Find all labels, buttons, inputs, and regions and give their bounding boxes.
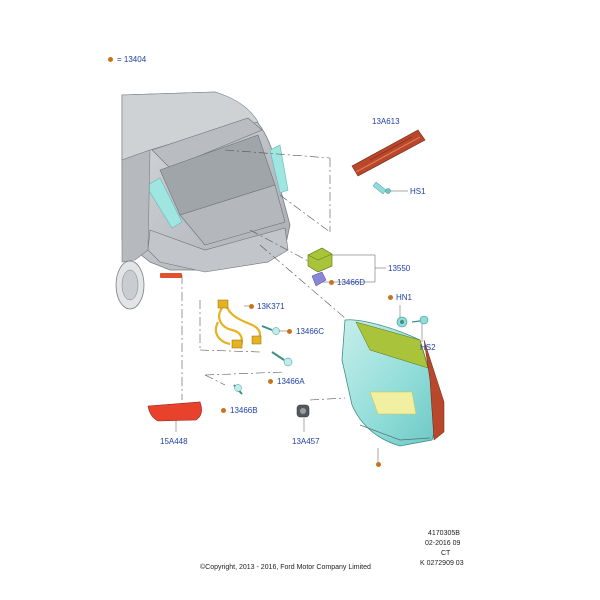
callout-13466d: 13466D xyxy=(337,278,366,287)
bulb-13466b xyxy=(234,385,242,395)
callout-13466b: 13466B xyxy=(230,406,258,415)
drawing-code: CT xyxy=(441,550,451,557)
socket-13a457 xyxy=(297,405,309,417)
callout-13550: 13550 xyxy=(388,264,411,273)
callout-hs2: HS2 xyxy=(420,343,436,352)
callout-13a457: 13A457 xyxy=(292,437,320,446)
callout-hn1: HN1 xyxy=(396,293,413,302)
bulb-holder-hs2 xyxy=(412,316,428,324)
legend-dot xyxy=(108,57,113,62)
callout-15a448: 15A448 xyxy=(160,437,188,446)
bulb-13466c xyxy=(262,326,280,335)
callout-13466c: 13466C xyxy=(296,327,325,336)
callout-dot-13k371 xyxy=(249,304,254,309)
rear-lamp-assembly xyxy=(342,320,444,446)
bulb-holder-hs1 xyxy=(373,182,391,194)
drawing-reference: K 0272909 03 xyxy=(420,560,464,567)
wiring-harness-13k371 xyxy=(216,300,261,348)
bulb-13466a xyxy=(272,352,292,366)
callout-dot-13466a xyxy=(268,379,273,384)
callout-hs1: HS1 xyxy=(410,187,426,196)
callout-dot-lamp xyxy=(376,462,381,467)
drawing-number: 4170305B xyxy=(428,530,460,537)
vehicle-rear-illustration xyxy=(116,92,290,309)
callout-13a613: 13A613 xyxy=(372,117,400,126)
callout-dot-13466d xyxy=(329,280,334,285)
high-mount-stop-lamp xyxy=(352,130,425,176)
callout-dot-13466b xyxy=(221,408,226,413)
callout-dot-13466c xyxy=(287,329,292,334)
callout-13466a: 13466A xyxy=(277,377,305,386)
callout-dot-hn1 xyxy=(388,295,393,300)
drawing-date: 02-2016 09 xyxy=(425,540,461,547)
callout-13k371: 13K371 xyxy=(257,302,285,311)
connector-13466d xyxy=(312,272,326,286)
bulb-holder-hn1 xyxy=(397,317,407,327)
reflector-15a448 xyxy=(148,402,202,421)
copyright-notice: ©Copyright, 2013 - 2016, Ford Motor Company Limited xyxy=(200,564,371,571)
legend-label: = 13404 xyxy=(117,55,147,64)
